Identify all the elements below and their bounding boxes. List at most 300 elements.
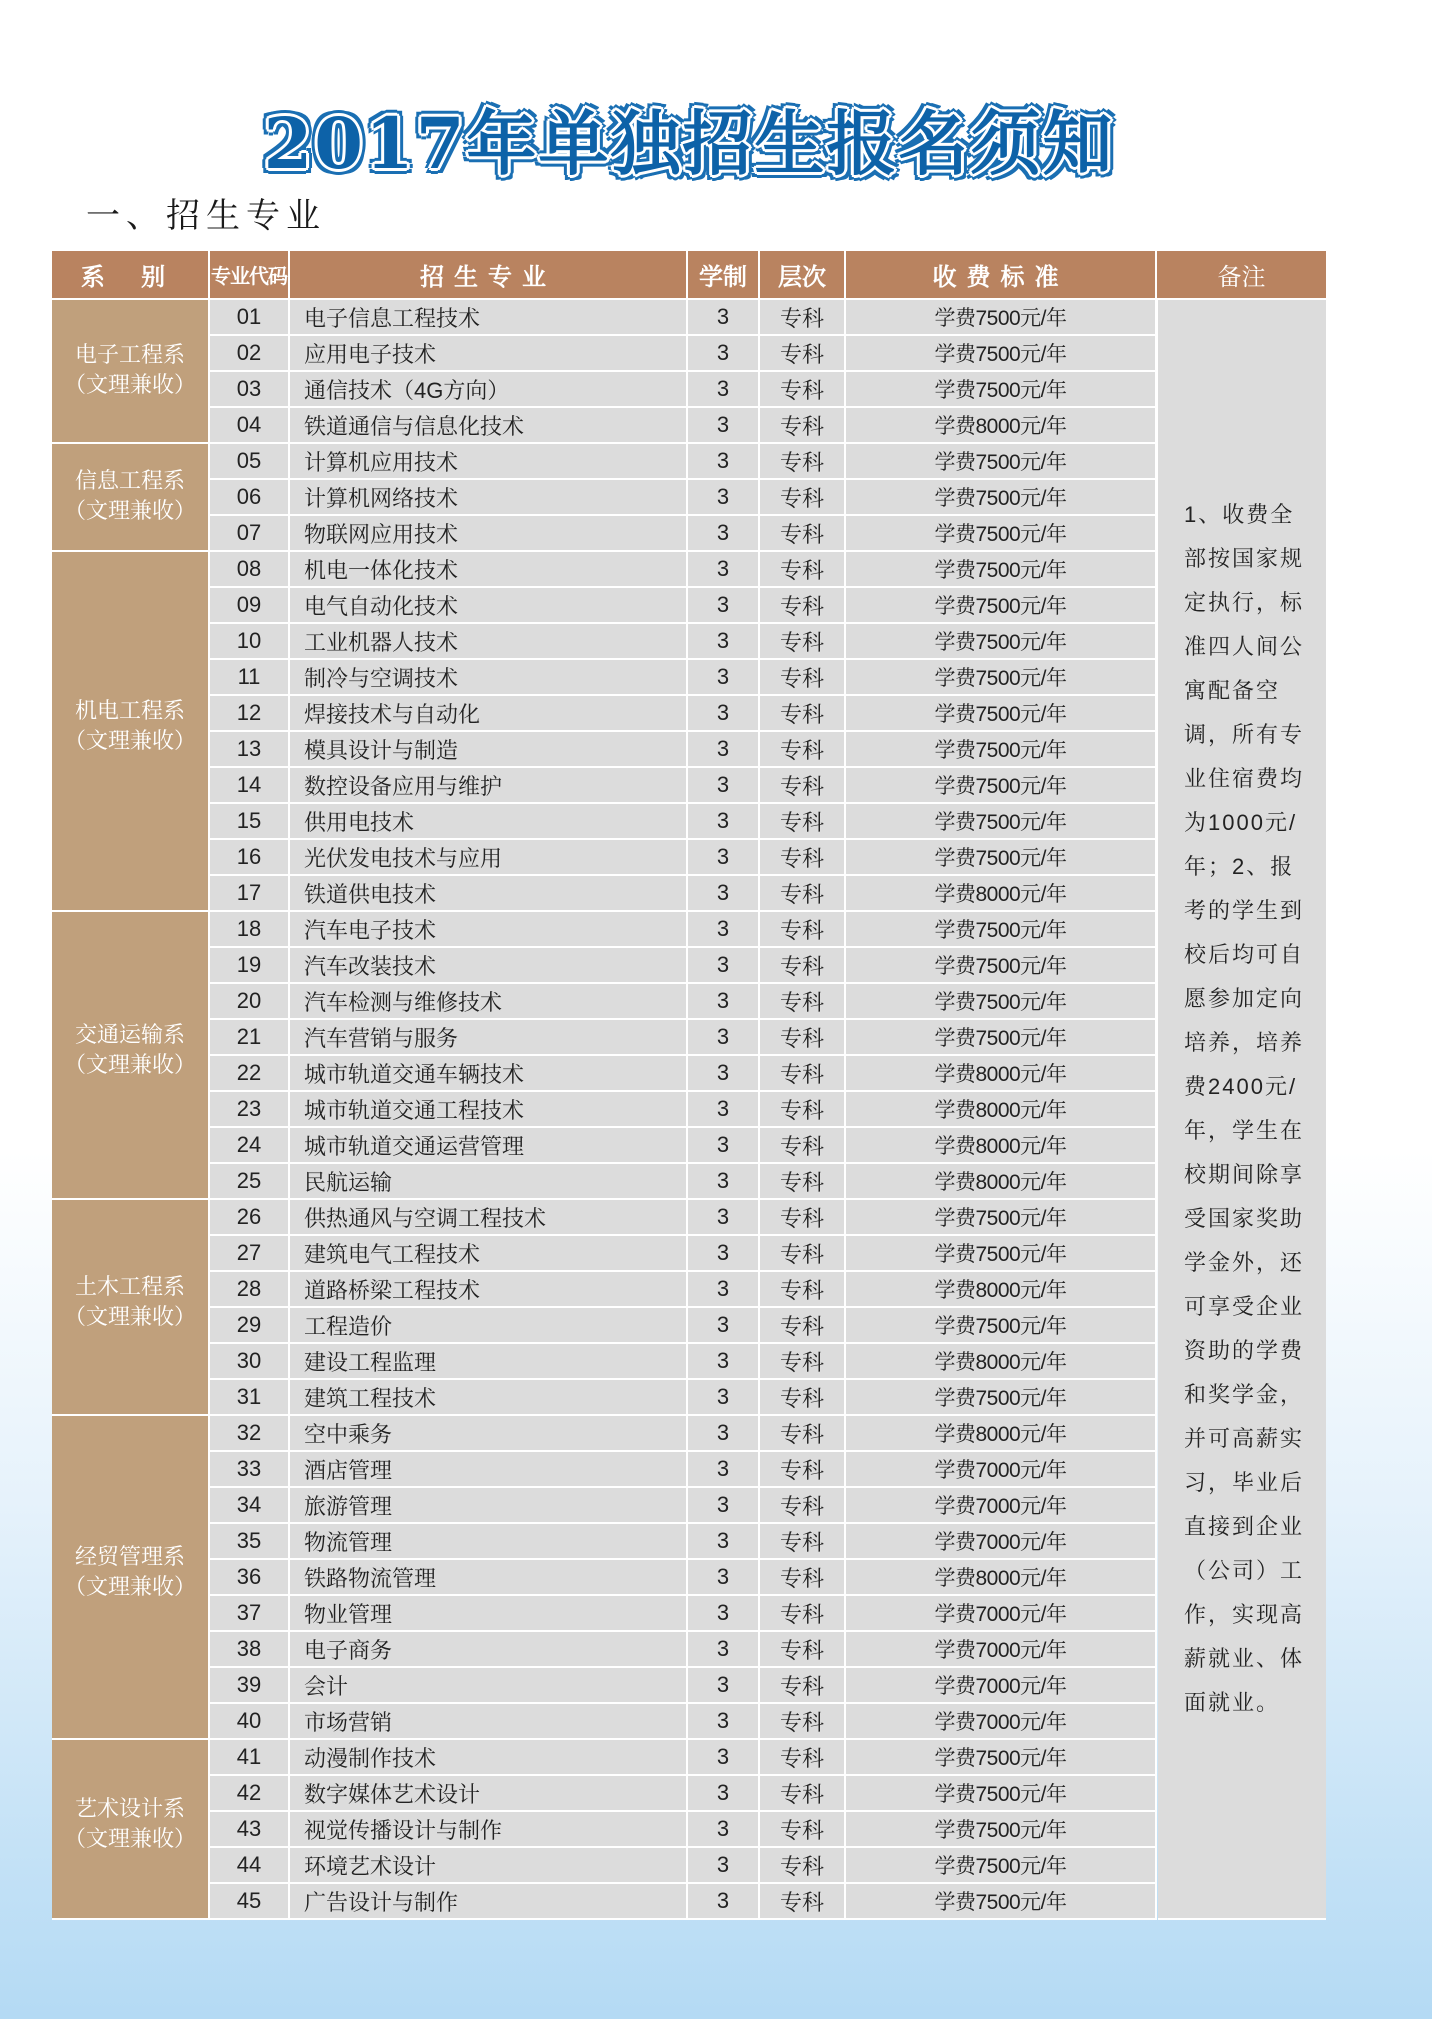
tuition-fee: 学费7500元/年 — [846, 372, 1157, 408]
table-row — [210, 336, 1157, 372]
major-code: 33 — [210, 1452, 290, 1488]
major-code: 10 — [210, 624, 290, 660]
table-row — [210, 1668, 1157, 1704]
tuition-fee: 学费8000元/年 — [846, 1560, 1157, 1596]
table-row — [210, 1704, 1157, 1740]
education-level: 专科 — [760, 444, 846, 480]
header-major: 招生专业 — [290, 251, 688, 298]
major-code: 28 — [210, 1272, 290, 1308]
table-row — [210, 1200, 1157, 1236]
major-name: 动漫制作技术 — [290, 1740, 688, 1776]
tuition-fee: 学费7500元/年 — [846, 1812, 1157, 1848]
major-code: 40 — [210, 1704, 290, 1740]
education-level: 专科 — [760, 1812, 846, 1848]
major-name: 焊接技术与自动化 — [290, 696, 688, 732]
table-row — [210, 912, 1157, 948]
major-code: 15 — [210, 804, 290, 840]
department-subtitle: （文理兼收） — [63, 498, 196, 523]
table-row — [210, 840, 1157, 876]
tuition-fee: 学费7000元/年 — [846, 1668, 1157, 1704]
education-level: 专科 — [760, 1704, 846, 1740]
education-level: 专科 — [760, 1344, 846, 1380]
tuition-fee: 学费7500元/年 — [846, 804, 1157, 840]
tuition-fee: 学费8000元/年 — [846, 1092, 1157, 1128]
study-length: 3 — [688, 444, 760, 480]
department-name: 经贸管理系 — [74, 1544, 185, 1569]
major-name: 汽车检测与维修技术 — [290, 984, 688, 1020]
major-name: 铁道通信与信息化技术 — [290, 408, 688, 444]
study-length: 3 — [688, 552, 760, 588]
rows-container — [210, 300, 1157, 1920]
education-level: 专科 — [760, 1380, 846, 1416]
major-code: 43 — [210, 1812, 290, 1848]
table-row — [210, 372, 1157, 408]
major-code: 12 — [210, 696, 290, 732]
department-name: 土木工程系 — [74, 1274, 185, 1299]
table-row — [210, 696, 1157, 732]
department-cell — [52, 1200, 210, 1416]
table-row — [210, 408, 1157, 444]
major-name: 建筑电气工程技术 — [290, 1236, 688, 1272]
study-length: 3 — [688, 408, 760, 444]
study-length: 3 — [688, 804, 760, 840]
tuition-fee: 学费7500元/年 — [846, 1884, 1157, 1920]
major-name: 工业机器人技术 — [290, 624, 688, 660]
study-length: 3 — [688, 1236, 760, 1272]
education-level: 专科 — [760, 1776, 846, 1812]
table-row — [210, 948, 1157, 984]
major-name: 空中乘务 — [290, 1416, 688, 1452]
major-code: 20 — [210, 984, 290, 1020]
table-row — [210, 1596, 1157, 1632]
study-length: 3 — [688, 1560, 760, 1596]
major-code: 03 — [210, 372, 290, 408]
tuition-fee: 学费8000元/年 — [846, 1344, 1157, 1380]
education-level: 专科 — [760, 1524, 846, 1560]
table-row — [210, 1092, 1157, 1128]
study-length: 3 — [688, 1164, 760, 1200]
department-subtitle: （文理兼收） — [63, 1826, 196, 1851]
study-length: 3 — [688, 1776, 760, 1812]
major-code: 34 — [210, 1488, 290, 1524]
table-row — [210, 1128, 1157, 1164]
table-row — [210, 1452, 1157, 1488]
table-row — [210, 444, 1157, 480]
page-title: 2017年单独招生报名须知 — [263, 102, 1115, 185]
header-dept: 系 别 — [52, 251, 210, 298]
tuition-fee: 学费7000元/年 — [846, 1452, 1157, 1488]
major-code: 22 — [210, 1056, 290, 1092]
major-code: 27 — [210, 1236, 290, 1272]
tuition-fee: 学费7500元/年 — [846, 624, 1157, 660]
major-code: 37 — [210, 1596, 290, 1632]
study-length: 3 — [688, 1848, 760, 1884]
header-fee: 收费标准 — [846, 251, 1157, 298]
header-note: 备注 — [1157, 251, 1326, 298]
education-level: 专科 — [760, 336, 846, 372]
table-row — [210, 768, 1157, 804]
education-level: 专科 — [760, 1740, 846, 1776]
major-code: 18 — [210, 912, 290, 948]
education-level: 专科 — [760, 372, 846, 408]
education-level: 专科 — [760, 480, 846, 516]
department-cell — [52, 912, 210, 1200]
table-row — [210, 1740, 1157, 1776]
tuition-fee: 学费7500元/年 — [846, 660, 1157, 696]
major-code: 32 — [210, 1416, 290, 1452]
department-name: 信息工程系 — [74, 468, 185, 493]
major-code: 09 — [210, 588, 290, 624]
major-code: 45 — [210, 1884, 290, 1920]
education-level: 专科 — [760, 768, 846, 804]
education-level: 专科 — [760, 1020, 846, 1056]
major-name: 会计 — [290, 1668, 688, 1704]
study-length: 3 — [688, 1200, 760, 1236]
major-name: 光伏发电技术与应用 — [290, 840, 688, 876]
table-row — [210, 516, 1157, 552]
major-code: 05 — [210, 444, 290, 480]
table-row — [210, 1272, 1157, 1308]
tuition-fee: 学费7500元/年 — [846, 948, 1157, 984]
table-row — [210, 1524, 1157, 1560]
study-length: 3 — [688, 1452, 760, 1488]
table-row — [210, 1236, 1157, 1272]
tuition-fee: 学费7500元/年 — [846, 444, 1157, 480]
education-level: 专科 — [760, 876, 846, 912]
education-level: 专科 — [760, 1596, 846, 1632]
education-level: 专科 — [760, 1488, 846, 1524]
major-code: 24 — [210, 1128, 290, 1164]
major-name: 铁道供电技术 — [290, 876, 688, 912]
table-row — [210, 876, 1157, 912]
education-level: 专科 — [760, 696, 846, 732]
study-length: 3 — [688, 984, 760, 1020]
major-code: 35 — [210, 1524, 290, 1560]
department-subtitle: （文理兼收） — [63, 1052, 196, 1077]
table-row — [210, 588, 1157, 624]
tuition-fee: 学费7500元/年 — [846, 984, 1157, 1020]
table-row — [210, 1344, 1157, 1380]
study-length: 3 — [688, 948, 760, 984]
department-subtitle: （文理兼收） — [63, 372, 196, 397]
header-length: 学制 — [688, 251, 760, 298]
majors-table — [52, 251, 1326, 1920]
education-level: 专科 — [760, 300, 846, 336]
tuition-fee: 学费7000元/年 — [846, 1596, 1157, 1632]
study-length: 3 — [688, 1812, 760, 1848]
table-body — [52, 300, 1326, 1920]
education-level: 专科 — [760, 1056, 846, 1092]
major-code: 23 — [210, 1092, 290, 1128]
tuition-fee: 学费7500元/年 — [846, 1380, 1157, 1416]
department-cell — [52, 1740, 210, 1920]
table-row — [210, 1776, 1157, 1812]
education-level: 专科 — [760, 1848, 846, 1884]
education-level: 专科 — [760, 1632, 846, 1668]
major-code: 44 — [210, 1848, 290, 1884]
major-name: 供用电技术 — [290, 804, 688, 840]
study-length: 3 — [688, 1020, 760, 1056]
section-heading: 一、招生专业 — [86, 196, 326, 236]
major-name: 物联网应用技术 — [290, 516, 688, 552]
study-length: 3 — [688, 876, 760, 912]
major-name: 民航运输 — [290, 1164, 688, 1200]
department-subtitle: （文理兼收） — [63, 1304, 196, 1329]
major-name: 酒店管理 — [290, 1452, 688, 1488]
education-level: 专科 — [760, 984, 846, 1020]
major-code: 31 — [210, 1380, 290, 1416]
education-level: 专科 — [760, 1308, 846, 1344]
department-name: 电子工程系 — [74, 342, 185, 367]
department-subtitle: （文理兼收） — [63, 1574, 196, 1599]
major-name: 计算机网络技术 — [290, 480, 688, 516]
remarks-cell — [1158, 300, 1326, 1920]
major-name: 物业管理 — [290, 1596, 688, 1632]
table-row — [210, 300, 1157, 336]
education-level: 专科 — [760, 804, 846, 840]
tuition-fee: 学费7500元/年 — [846, 1308, 1157, 1344]
table-row — [210, 1632, 1157, 1668]
major-code: 41 — [210, 1740, 290, 1776]
major-name: 汽车改装技术 — [290, 948, 688, 984]
study-length: 3 — [688, 1128, 760, 1164]
major-code: 29 — [210, 1308, 290, 1344]
major-name: 数字媒体艺术设计 — [290, 1776, 688, 1812]
table-row — [210, 480, 1157, 516]
major-code: 25 — [210, 1164, 290, 1200]
education-level: 专科 — [760, 948, 846, 984]
study-length: 3 — [688, 1632, 760, 1668]
study-length: 3 — [688, 840, 760, 876]
table-row — [210, 1560, 1157, 1596]
study-length: 3 — [688, 336, 760, 372]
tuition-fee: 学费7500元/年 — [846, 696, 1157, 732]
study-length: 3 — [688, 480, 760, 516]
department-cell — [52, 444, 210, 552]
table-row — [210, 660, 1157, 696]
study-length: 3 — [688, 588, 760, 624]
study-length: 3 — [688, 1668, 760, 1704]
major-code: 17 — [210, 876, 290, 912]
tuition-fee: 学费7500元/年 — [846, 1020, 1157, 1056]
study-length: 3 — [688, 1488, 760, 1524]
major-name: 应用电子技术 — [290, 336, 688, 372]
tuition-fee: 学费7500元/年 — [846, 768, 1157, 804]
study-length: 3 — [688, 1056, 760, 1092]
header-level: 层次 — [760, 251, 846, 298]
study-length: 3 — [688, 660, 760, 696]
major-name: 建筑工程技术 — [290, 1380, 688, 1416]
major-code: 42 — [210, 1776, 290, 1812]
tuition-fee: 学费8000元/年 — [846, 876, 1157, 912]
table-row — [210, 1884, 1157, 1920]
major-name: 汽车电子技术 — [290, 912, 688, 948]
tuition-fee: 学费7500元/年 — [846, 840, 1157, 876]
table-row — [210, 1056, 1157, 1092]
tuition-fee: 学费7000元/年 — [846, 1524, 1157, 1560]
major-code: 36 — [210, 1560, 290, 1596]
major-name: 广告设计与制作 — [290, 1884, 688, 1920]
major-name: 机电一体化技术 — [290, 552, 688, 588]
major-code: 06 — [210, 480, 290, 516]
remarks-text: 1、收费全部按国家规定执行，标准四人间公寓配备空调，所有专业住宿费均为1000元/年；2、报考的学生到校后均可自愿参加定向培养，培养费2400元/年，学生在校期间除享受国家奖助学金外，还可享受企业资助的学费和奖学金，并可高薪实习，毕业后直接到企业（公司）工作，实现高薪就业、体面就业。 — [1184, 502, 1305, 1715]
study-length: 3 — [688, 1884, 760, 1920]
study-length: 3 — [688, 624, 760, 660]
education-level: 专科 — [760, 408, 846, 444]
tuition-fee: 学费7500元/年 — [846, 1236, 1157, 1272]
major-name: 城市轨道交通运营管理 — [290, 1128, 688, 1164]
study-length: 3 — [688, 1596, 760, 1632]
major-code: 01 — [210, 300, 290, 336]
education-level: 专科 — [760, 1416, 846, 1452]
major-name: 物流管理 — [290, 1524, 688, 1560]
department-name: 机电工程系 — [74, 698, 185, 723]
table-row — [210, 1848, 1157, 1884]
study-length: 3 — [688, 1704, 760, 1740]
department-cell — [52, 1416, 210, 1740]
tuition-fee: 学费7500元/年 — [846, 912, 1157, 948]
tuition-fee: 学费7000元/年 — [846, 1488, 1157, 1524]
major-name: 道路桥梁工程技术 — [290, 1272, 688, 1308]
education-level: 专科 — [760, 1668, 846, 1704]
major-name: 电子信息工程技术 — [290, 300, 688, 336]
major-code: 21 — [210, 1020, 290, 1056]
major-code: 02 — [210, 336, 290, 372]
study-length: 3 — [688, 1740, 760, 1776]
tuition-fee: 学费8000元/年 — [846, 1056, 1157, 1092]
education-level: 专科 — [760, 1452, 846, 1488]
education-level: 专科 — [760, 552, 846, 588]
table-row — [210, 1164, 1157, 1200]
study-length: 3 — [688, 1092, 760, 1128]
study-length: 3 — [688, 1416, 760, 1452]
major-name: 数控设备应用与维护 — [290, 768, 688, 804]
major-name: 视觉传播设计与制作 — [290, 1812, 688, 1848]
department-cell — [52, 300, 210, 444]
tuition-fee: 学费7500元/年 — [846, 1200, 1157, 1236]
tuition-fee: 学费7500元/年 — [846, 516, 1157, 552]
tuition-fee: 学费8000元/年 — [846, 1128, 1157, 1164]
major-name: 旅游管理 — [290, 1488, 688, 1524]
table-row — [210, 1488, 1157, 1524]
major-code: 16 — [210, 840, 290, 876]
table-row — [210, 552, 1157, 588]
header-code: 专业代码 — [210, 251, 290, 298]
study-length: 3 — [688, 1344, 760, 1380]
table-row — [210, 804, 1157, 840]
study-length: 3 — [688, 372, 760, 408]
tuition-fee: 学费7500元/年 — [846, 552, 1157, 588]
department-name: 交通运输系 — [74, 1022, 185, 1047]
table-row — [210, 732, 1157, 768]
tuition-fee: 学费7500元/年 — [846, 732, 1157, 768]
table-row — [210, 1812, 1157, 1848]
tuition-fee: 学费7500元/年 — [846, 336, 1157, 372]
tuition-fee: 学费7500元/年 — [846, 1776, 1157, 1812]
table-row — [210, 1020, 1157, 1056]
tuition-fee: 学费7500元/年 — [846, 588, 1157, 624]
education-level: 专科 — [760, 1272, 846, 1308]
tuition-fee: 学费7000元/年 — [846, 1704, 1157, 1740]
major-name: 市场营销 — [290, 1704, 688, 1740]
education-level: 专科 — [760, 912, 846, 948]
major-name: 计算机应用技术 — [290, 444, 688, 480]
tuition-fee: 学费7500元/年 — [846, 1740, 1157, 1776]
education-level: 专科 — [760, 588, 846, 624]
table-row — [210, 624, 1157, 660]
department-cell — [52, 552, 210, 912]
education-level: 专科 — [760, 624, 846, 660]
education-level: 专科 — [760, 660, 846, 696]
education-level: 专科 — [760, 1884, 846, 1920]
tuition-fee: 学费7500元/年 — [846, 1848, 1157, 1884]
study-length: 3 — [688, 1308, 760, 1344]
education-level: 专科 — [760, 1236, 846, 1272]
department-subtitle: （文理兼收） — [63, 728, 196, 753]
major-name: 电子商务 — [290, 1632, 688, 1668]
tuition-fee: 学费8000元/年 — [846, 1272, 1157, 1308]
department-name: 艺术设计系 — [74, 1796, 185, 1821]
major-name: 汽车营销与服务 — [290, 1020, 688, 1056]
education-level: 专科 — [760, 732, 846, 768]
tuition-fee: 学费8000元/年 — [846, 408, 1157, 444]
education-level: 专科 — [760, 1560, 846, 1596]
study-length: 3 — [688, 1524, 760, 1560]
major-code: 19 — [210, 948, 290, 984]
table-row — [210, 1308, 1157, 1344]
study-length: 3 — [688, 1380, 760, 1416]
study-length: 3 — [688, 516, 760, 552]
major-name: 建设工程监理 — [290, 1344, 688, 1380]
major-name: 通信技术（4G方向） — [290, 372, 688, 408]
major-name: 环境艺术设计 — [290, 1848, 688, 1884]
education-level: 专科 — [760, 516, 846, 552]
major-name: 工程造价 — [290, 1308, 688, 1344]
table-row — [210, 1380, 1157, 1416]
tuition-fee: 学费7000元/年 — [846, 1632, 1157, 1668]
major-name: 制冷与空调技术 — [290, 660, 688, 696]
education-level: 专科 — [760, 840, 846, 876]
major-name: 城市轨道交通车辆技术 — [290, 1056, 688, 1092]
study-length: 3 — [688, 768, 760, 804]
major-name: 模具设计与制造 — [290, 732, 688, 768]
study-length: 3 — [688, 696, 760, 732]
major-name: 铁路物流管理 — [290, 1560, 688, 1596]
major-code: 26 — [210, 1200, 290, 1236]
tuition-fee: 学费8000元/年 — [846, 1164, 1157, 1200]
education-level: 专科 — [760, 1164, 846, 1200]
education-level: 专科 — [760, 1092, 846, 1128]
study-length: 3 — [688, 912, 760, 948]
major-code: 04 — [210, 408, 290, 444]
major-code: 39 — [210, 1668, 290, 1704]
study-length: 3 — [688, 1272, 760, 1308]
major-code: 08 — [210, 552, 290, 588]
tuition-fee: 学费7500元/年 — [846, 480, 1157, 516]
major-name: 电气自动化技术 — [290, 588, 688, 624]
major-code: 38 — [210, 1632, 290, 1668]
tuition-fee: 学费8000元/年 — [846, 1416, 1157, 1452]
major-code: 13 — [210, 732, 290, 768]
major-code: 30 — [210, 1344, 290, 1380]
education-level: 专科 — [760, 1128, 846, 1164]
major-code: 07 — [210, 516, 290, 552]
table-row — [210, 1416, 1157, 1452]
table-header — [52, 251, 1326, 298]
major-name: 供热通风与空调工程技术 — [290, 1200, 688, 1236]
major-code: 11 — [210, 660, 290, 696]
major-code: 14 — [210, 768, 290, 804]
